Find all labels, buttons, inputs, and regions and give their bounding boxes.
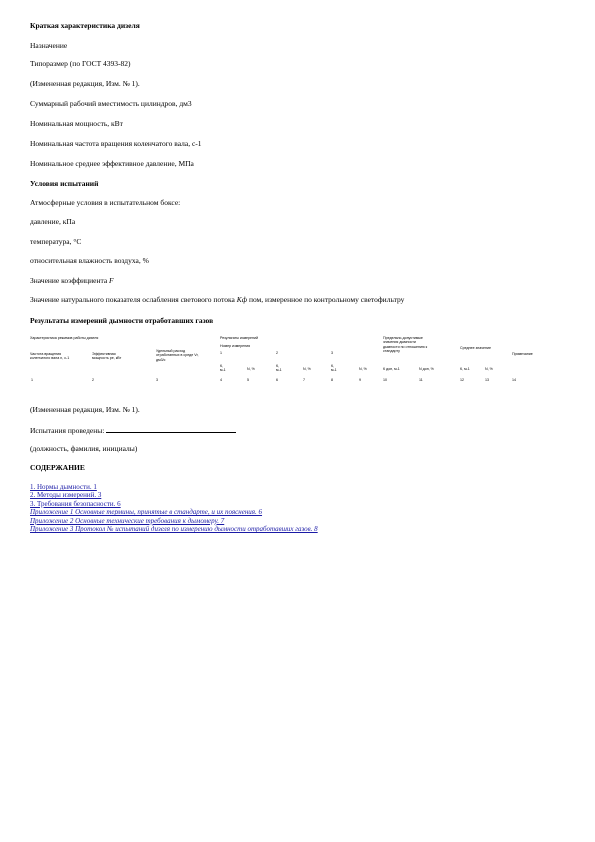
th-k-1: К, м-1: [220, 364, 226, 373]
toc-link-3[interactable]: 3. Требования безопасности. 6: [30, 499, 121, 508]
th-measure-3: 3: [331, 351, 333, 355]
toc-link-2[interactable]: 2. Методы измерений. 3: [30, 491, 102, 500]
position-name-caption: (должность, фамилия, инициалы): [30, 444, 138, 453]
toc-link-appendix-1[interactable]: Приложение 1 Основные термины, принятые в стандарте, и их пояснения. 6: [30, 508, 263, 517]
displacement-field: Суммарный рабочий вместимость цилиндров, дм3: [30, 99, 192, 108]
rated-speed-field: Номинальная частота вращения коленчатого вала, с-1: [30, 139, 202, 148]
col-number: 8: [331, 378, 333, 382]
conducted-by-field: [30, 425, 236, 435]
th-n-1: N, %: [247, 367, 255, 371]
toc-link-1[interactable]: 1. Нормы дымности. 1: [30, 483, 97, 491]
th-measure-no: Номер измерения: [220, 344, 251, 348]
toc-link-appendix-3[interactable]: Приложение 3 Протокол № испытаний дизеля по измерению дымности отработавших газов. 8: [30, 525, 318, 534]
th-k-2: К, м-1: [276, 364, 282, 373]
col-number: 14: [512, 378, 516, 382]
natural-index-label: Значение натурального показателя ослабления светового потока: [30, 295, 235, 304]
th-engine-modes: Характеристика режимов работы дизеля: [30, 336, 99, 340]
col-number: 11: [419, 378, 423, 382]
purpose-field: Назначение: [30, 41, 68, 50]
th-avg-k: К, м-1: [460, 367, 470, 371]
th-limit: Предельно-допустимые значения дымности дымности по отношению к стандарту: [383, 336, 428, 354]
th-n-limit: N доп, %: [419, 367, 434, 371]
toc-link-appendix-2[interactable]: Приложение 2 Основные технические требования к дымомеру. 7: [30, 516, 225, 525]
th-average: Среднее значение: [460, 346, 492, 350]
th-measure-2: 2: [276, 351, 278, 355]
th-k-limit: К доп, м-1: [383, 367, 400, 371]
col-number: 3: [156, 378, 158, 382]
conducted-by-label: Испытания проведены:: [30, 426, 105, 435]
th-results: Результаты измерений: [220, 336, 259, 340]
natural-index-symbol: Кф: [236, 295, 248, 304]
results-heading: Результаты измерений дымности отработавших газов: [30, 316, 214, 325]
table-of-contents: [30, 483, 318, 533]
contents-heading: СОДЕРЖАНИЕ: [30, 463, 85, 472]
coefficient-symbol: F: [109, 276, 114, 285]
th-measure-1: 1: [220, 351, 222, 355]
col-number: 13: [485, 378, 489, 382]
col-number: 4: [220, 378, 222, 382]
col-number: 12: [460, 378, 464, 382]
col-number: 5: [247, 378, 249, 382]
col-number: 7: [303, 378, 305, 382]
coefficient-field: [30, 276, 114, 285]
th-fuel: Удельный расход отработанных в среде Vг, дм3/с: [156, 349, 199, 362]
th-power: Эффективная мощность pe, кВт: [92, 352, 122, 361]
atmo-conditions-label: Атмосферные условия в испытательном боксе:: [30, 198, 181, 207]
test-conditions-heading: Условия испытаний: [30, 179, 99, 188]
coefficient-label: Значение коэффициента: [30, 276, 108, 285]
th-k-3: К, м-1: [331, 364, 337, 373]
col-number: 10: [383, 378, 387, 382]
signature-line: [106, 425, 236, 433]
temperature-field: температура, °С: [30, 237, 82, 246]
amendment-note: (Измененная редакция, Изм. № 1).: [30, 79, 140, 88]
humidity-field: относительная влажность воздуха, %: [30, 256, 149, 265]
th-n-3: N, %: [359, 367, 367, 371]
col-number: 6: [276, 378, 278, 382]
th-avg-n: N, %: [485, 367, 493, 371]
natural-index-field: [30, 295, 404, 304]
rated-power-field: Номинальная мощность, кВт: [30, 119, 123, 128]
col-number: 9: [359, 378, 361, 382]
doc-title: Краткая характеристика дизеля: [30, 21, 140, 30]
th-n-2: N, %: [303, 367, 311, 371]
th-speed: Частота вращения коленчатого вала n, с-1: [30, 352, 70, 361]
amendment-note-2: (Измененная редакция, Изм. № 1).: [30, 405, 140, 414]
col-number: 1: [31, 378, 33, 382]
pressure-field: давление, кПа: [30, 217, 76, 226]
natural-index-suffix: пом, измеренное по контрольному светофильтру: [248, 295, 405, 304]
rated-pressure-field: Номинальное среднее эффективное давление, МПа: [30, 159, 194, 168]
th-notes: Примечание: [512, 352, 533, 356]
type-size-field: Типоразмер (по ГОСТ 4393-82): [30, 59, 131, 68]
col-number: 2: [92, 378, 94, 382]
